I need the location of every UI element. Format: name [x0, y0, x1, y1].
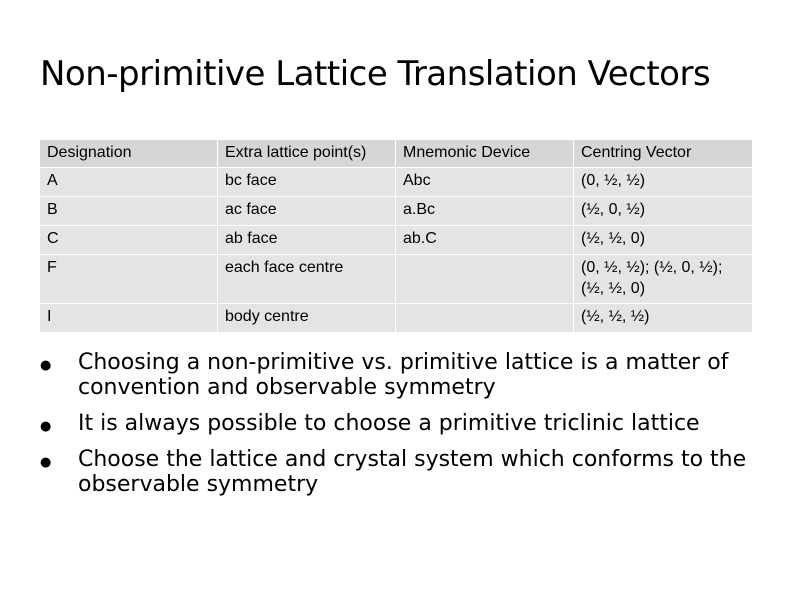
cell-designation: C — [40, 225, 218, 254]
cell-extra-lattice-points: ab face — [218, 225, 396, 254]
cell-designation: I — [40, 303, 218, 332]
cell-mnemonic-device — [396, 254, 574, 303]
table-row — [40, 225, 753, 254]
header-centring-vector: Centring Vector — [574, 139, 753, 167]
cell-mnemonic-device — [396, 303, 574, 332]
table-row — [40, 254, 753, 303]
table-header-row — [40, 139, 753, 167]
cell-designation: A — [40, 167, 218, 196]
bullet-item — [40, 411, 760, 436]
bullet-dot-icon: ● — [40, 455, 52, 470]
cell-designation: F — [40, 254, 218, 303]
slide-title: Non-primitive Lattice Translation Vectors — [40, 53, 711, 94]
bullet-text: Choosing a non-primitive vs. primitive lattice is a matter of convention and observable symmetry — [78, 350, 729, 400]
table-row — [40, 167, 753, 196]
cell-designation: B — [40, 196, 218, 225]
cell-centring-vector: (½, 0, ½) — [574, 196, 753, 225]
cell-extra-lattice-points: bc face — [218, 167, 396, 196]
cell-mnemonic-device: a.Bc — [396, 196, 574, 225]
cell-centring-vector: (0, ½, ½); (½, 0, ½); (½, ½, 0) — [574, 254, 753, 303]
cell-extra-lattice-points: each face centre — [218, 254, 396, 303]
table-row — [40, 303, 753, 332]
bullet-list — [40, 350, 760, 508]
cell-centring-vector: (½, ½, ½) — [574, 303, 753, 332]
lattice-vectors-table — [40, 139, 753, 332]
bullet-text: It is always possible to choose a primitive triclinic lattice — [78, 411, 700, 436]
bullet-text: Choose the lattice and crystal system which conforms to the observable symmetry — [78, 447, 747, 497]
table-row — [40, 196, 753, 225]
header-mnemonic-device: Mnemonic Device — [396, 139, 574, 167]
bullet-dot-icon: ● — [40, 419, 52, 434]
cell-mnemonic-device: Abc — [396, 167, 574, 196]
cell-extra-lattice-points: ac face — [218, 196, 396, 225]
bullet-item — [40, 447, 760, 497]
bullet-item — [40, 350, 760, 400]
cell-centring-vector: (½, ½, 0) — [574, 225, 753, 254]
header-extra-lattice-points: Extra lattice point(s) — [218, 139, 396, 167]
bullet-dot-icon: ● — [40, 358, 52, 373]
cell-centring-vector: (0, ½, ½) — [574, 167, 753, 196]
cell-mnemonic-device: ab.C — [396, 225, 574, 254]
cell-extra-lattice-points: body centre — [218, 303, 396, 332]
header-designation: Designation — [40, 139, 218, 167]
